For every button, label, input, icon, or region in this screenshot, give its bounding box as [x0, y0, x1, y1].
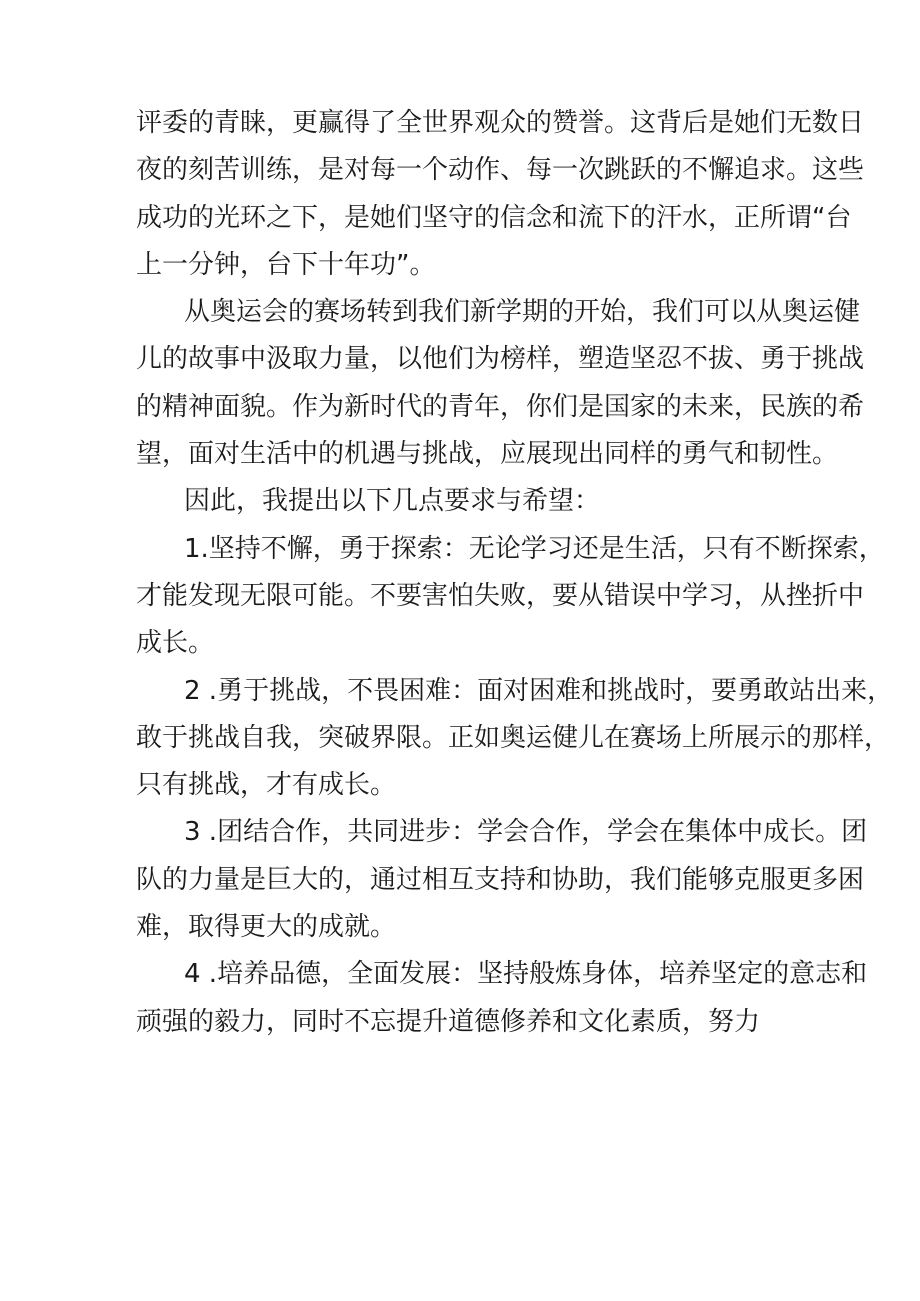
text-line: 因此，我提出以下几点要求与希望： — [184, 486, 601, 517]
text-line: 敢于挑战自我，突破界限。正如奥运健儿在赛场上所展示的那样， — [136, 722, 891, 753]
paragraph — [136, 478, 804, 525]
text-line: 顽强的毅力，同时不忘提升道德修养和文化素质，努力 — [136, 1006, 761, 1037]
text-line: 夜的刻苦训练，是对每一个动作、每一次跳跃的不懈追求。这些 — [136, 155, 865, 186]
text-line: 上一分钟，台下十年功”。 — [136, 249, 436, 280]
text-line: 儿的故事中汲取力量，以他们为榜样，塑造坚忍不拔、勇于挑战 — [136, 344, 865, 375]
text-line: 从奥运会的赛场转到我们新学期的开始，我们可以从奥运健 — [184, 297, 861, 328]
text-line: 3 .团结合作，共同进步：学会合作，学会在集体中成长。团 — [184, 817, 868, 848]
text-line: 只有挑战，才有成长。 — [136, 770, 397, 801]
list-item — [136, 668, 894, 810]
paragraph — [136, 100, 865, 289]
text-line: 2 .勇于挑战，不畏困难：面对困难和挑战时，要勇敢站出来， — [184, 675, 894, 706]
list-item — [136, 526, 885, 668]
text-line: 的精神面貌。作为新时代的青年，你们是国家的未来，民族的希 — [136, 391, 865, 422]
text-line: 望，面对生活中的机遇与挑战，应展现出同样的勇气和韧性。 — [136, 439, 839, 470]
text-line: 1.坚持不懈，勇于探索：无论学习还是生活，只有不断探索， — [184, 533, 885, 564]
text-line: 4 .培养品德，全面发展：坚持般炼身体，培养坚定的意志和 — [184, 959, 868, 990]
list-item — [136, 951, 868, 1046]
text-line: 成功的光环之下，是她们坚守的信念和流下的汗水，正所谓“台 — [136, 202, 852, 233]
text-line: 才能发现无限可能。不要害怕失败，要从错误中学习，从挫折中 — [136, 580, 865, 611]
text-line: 队的力量是巨大的，通过相互支持和协助，我们能够克服更多困 — [136, 864, 865, 895]
text-line: 成长。 — [136, 628, 215, 659]
text-line: 难，取得更大的成就。 — [136, 912, 397, 943]
paragraph — [136, 289, 865, 478]
document-body — [136, 100, 894, 1046]
text-line: 评委的青睐，更赢得了全世界观众的赞誉。这背后是她们无数日 — [136, 108, 865, 138]
list-item — [136, 809, 868, 951]
